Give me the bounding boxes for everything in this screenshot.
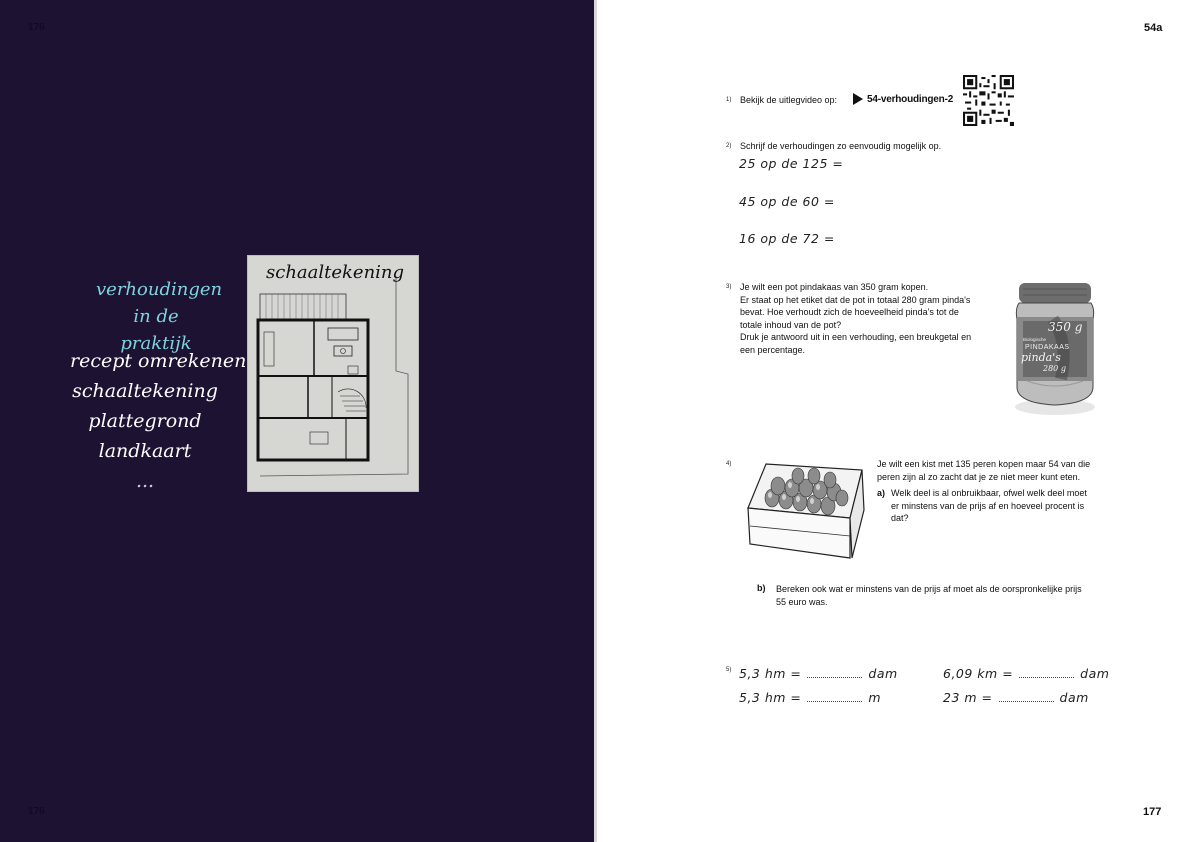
- svg-text:PINDAKAAS: PINDAKAAS: [1025, 344, 1070, 351]
- right-page: [597, 0, 1191, 842]
- video-link[interactable]: [853, 93, 953, 105]
- svg-text:280 g: 280 g: [1043, 364, 1066, 373]
- question-4b-label: b): [757, 583, 766, 593]
- answer-blank[interactable]: [1019, 669, 1074, 678]
- conversion-unit: m: [868, 690, 882, 705]
- topic-item: schaaltekening: [72, 380, 218, 402]
- question-1-text: Bekijk de uitlegvideo op:: [740, 95, 838, 105]
- topic-item: recept omrekenen: [70, 350, 247, 372]
- question-2-text: Schrijf de verhoudingen zo eenvoudig mogelijk op.: [740, 141, 942, 151]
- question-4a-line: dat?: [891, 513, 909, 523]
- left-page: [0, 0, 594, 842]
- question-4-line: peren zijn al zo zacht dat je ze niet meer kunt eten.: [877, 471, 1081, 482]
- topic-title-line-1: verhoudingen: [96, 279, 223, 300]
- ratio-exercise: 16 op de 72 =: [739, 231, 835, 246]
- question-3-line: Je wilt een pot pindakaas van 350 gram kopen.: [740, 282, 929, 292]
- conversion-unit: dam: [1080, 666, 1110, 681]
- ratio-exercise: 45 op de 60 =: [739, 194, 835, 209]
- topic-item: landkaart: [98, 440, 192, 462]
- question-4a-label: a): [877, 488, 886, 498]
- topic-list: [70, 346, 247, 492]
- peanut-butter-jar-image: [1013, 283, 1097, 417]
- topic-item: ...: [135, 470, 155, 492]
- conversion-exercise: [739, 690, 881, 705]
- question-5-number: 5): [726, 667, 732, 673]
- question-4a-text: [891, 487, 1141, 525]
- question-4-line: Je wilt een kist met 135 peren kopen maar 54 van die: [877, 459, 1091, 469]
- conversion-value: 23 m =: [943, 690, 993, 705]
- question-3-number: 3): [726, 284, 732, 290]
- conversion-value: 5,3 hm =: [739, 690, 802, 705]
- topic-title: [96, 276, 223, 357]
- conversion-exercise: [943, 666, 1109, 681]
- floor-plan-image: [247, 255, 419, 492]
- question-4a-line: er minstens van de prijs af en hoeveel procent is: [891, 500, 1085, 511]
- video-link-label: 54-verhoudingen-2: [867, 93, 954, 105]
- question-3-line: een percentage.: [740, 344, 806, 355]
- question-3-line: bevat. Hoe verhoudt zich de hoeveelheid pinda's tot de: [740, 307, 959, 317]
- svg-text:pinda's: pinda's: [1021, 351, 1061, 364]
- conversion-value: 6,09 km =: [943, 666, 1014, 681]
- question-3-line: totale inhoud van de pot?: [740, 319, 842, 330]
- question-3-line: Druk je antwoord uit in een verhouding, een breukgetal en: [740, 332, 972, 342]
- floor-plan-label: schaaltekening: [266, 262, 405, 283]
- conversion-value: 5,3 hm =: [739, 666, 802, 681]
- answer-blank[interactable]: [807, 669, 862, 678]
- conversion-exercise: [739, 666, 898, 681]
- floor-plan-drawing: [248, 256, 420, 493]
- answer-blank[interactable]: [999, 693, 1054, 702]
- question-4b-line: Bereken ook wat er minstens van de prijs af moet als de oorspronkelijke prijs: [776, 584, 1082, 594]
- page-number-right: 177: [1143, 806, 1162, 818]
- question-4-intro: [877, 458, 1137, 483]
- question-2-number: 2): [726, 143, 732, 149]
- conversion-unit: dam: [868, 666, 898, 681]
- question-3-line: Er staat op het etiket dat de pot in totaal 280 gram pinda's: [740, 294, 971, 305]
- topic-title-line-2: in de praktijk: [120, 306, 192, 354]
- page-number-bottom-left: 176: [28, 806, 45, 817]
- qr-code-icon[interactable]: [963, 75, 1014, 126]
- question-1-number: 1): [726, 97, 732, 103]
- question-4-number: 4): [726, 461, 732, 467]
- ratio-exercise: 25 op de 125 =: [739, 156, 844, 171]
- svg-text:350 g: 350 g: [1048, 320, 1083, 334]
- pear-crate-image: [744, 458, 866, 562]
- svg-text:Biologische: Biologische: [1023, 337, 1047, 342]
- question-4b-text: [776, 583, 1136, 608]
- question-3-text: [740, 281, 1010, 356]
- lesson-tag: 54a: [1144, 22, 1163, 34]
- page-number-top-left: 176: [28, 22, 45, 33]
- conversion-exercise: [943, 690, 1089, 705]
- topic-item: plattegrond: [88, 410, 202, 432]
- conversion-unit: dam: [1059, 690, 1089, 705]
- question-4a-line: Welk deel is al onbruikbaar, ofwel welk deel moet: [891, 488, 1087, 498]
- question-4b-line: 55 euro was.: [776, 596, 828, 607]
- answer-blank[interactable]: [807, 693, 862, 702]
- play-icon: [853, 93, 863, 105]
